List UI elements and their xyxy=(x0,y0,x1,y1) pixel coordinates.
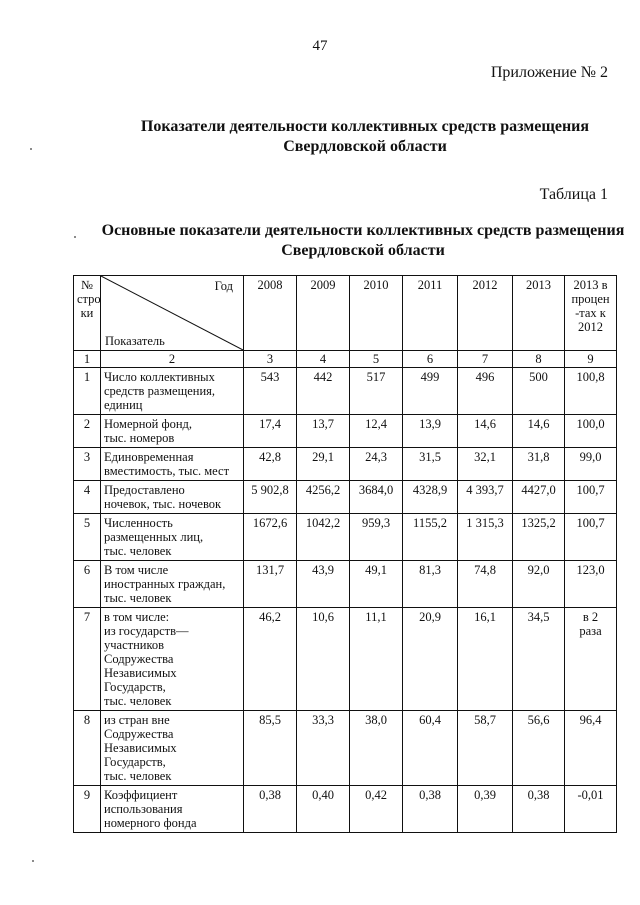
indicator-name xyxy=(101,415,244,448)
indicator-name-line: в том числе: xyxy=(104,610,170,624)
column-index: 6 xyxy=(403,351,458,368)
diagonal-header-cell xyxy=(101,276,244,351)
indicator-name-line: вместимость, тыс. мест xyxy=(104,464,230,478)
row-number-header-line: № xyxy=(81,278,93,292)
value-cell-2012: 16,1 xyxy=(458,608,513,711)
indicator-name-line: единиц xyxy=(104,398,143,412)
title-line-1: Показатели деятельности коллективных средств размещения xyxy=(140,118,590,135)
indicator-name xyxy=(101,711,244,786)
table-row xyxy=(74,711,617,786)
percent-line: раза xyxy=(579,624,602,638)
year-header-2008: 2008 xyxy=(244,276,297,351)
indicator-name xyxy=(101,514,244,561)
percent-line: 96,4 xyxy=(579,713,602,727)
scan-speck xyxy=(32,860,34,862)
percent-header-line: -тах к xyxy=(575,306,606,320)
percent-cell xyxy=(565,711,617,786)
indicator-name xyxy=(101,448,244,481)
value-cell-2009: 1042,2 xyxy=(297,514,350,561)
value-cell-2013: 56,6 xyxy=(513,711,565,786)
indicator-name-line: тыс. человек xyxy=(104,694,172,708)
percent-header-line: процен xyxy=(571,292,610,306)
indicator-name-line: тыс. человек xyxy=(104,591,172,605)
value-cell-2013: 0,38 xyxy=(513,786,565,833)
indicator-name-line: иностранных граждан, xyxy=(104,577,226,591)
indicator-name-line: Независимых xyxy=(104,666,177,680)
value-cell-2011: 0,38 xyxy=(403,786,458,833)
value-cell-2012: 58,7 xyxy=(458,711,513,786)
value-cell-2013: 1325,2 xyxy=(513,514,565,561)
column-index: 3 xyxy=(244,351,297,368)
value-cell-2012: 1 315,3 xyxy=(458,514,513,561)
value-cell-2008: 131,7 xyxy=(244,561,297,608)
year-header-2013: 2013 xyxy=(513,276,565,351)
column-index: 9 xyxy=(565,351,617,368)
column-index: 5 xyxy=(350,351,403,368)
indicator-name-line: Предоставлено xyxy=(104,483,185,497)
value-cell-2008: 1672,6 xyxy=(244,514,297,561)
year-header-2012: 2012 xyxy=(458,276,513,351)
value-cell-2009: 13,7 xyxy=(297,415,350,448)
indicator-name-line: Коэффициент xyxy=(104,788,178,802)
table-title xyxy=(0,221,640,261)
indicator-name-line: Независимых xyxy=(104,741,177,755)
percent-cell xyxy=(565,786,617,833)
indicator-name-line: средств размещения, xyxy=(104,384,216,398)
value-cell-2013: 34,5 xyxy=(513,608,565,711)
table-row xyxy=(74,368,617,415)
row-number-header xyxy=(74,276,101,351)
column-index: 1 xyxy=(74,351,101,368)
value-cell-2010: 517 xyxy=(350,368,403,415)
row-number-header-line: ки xyxy=(80,306,94,320)
percent-line: 100,8 xyxy=(576,370,605,384)
value-cell-2013: 14,6 xyxy=(513,415,565,448)
document-title xyxy=(0,117,640,157)
value-cell-2009: 33,3 xyxy=(297,711,350,786)
value-cell-2009: 4256,2 xyxy=(297,481,350,514)
indicator-name-line: размещенных лиц, xyxy=(104,530,204,544)
row-number: 4 xyxy=(74,481,101,514)
percent-header xyxy=(565,276,617,351)
value-cell-2011: 81,3 xyxy=(403,561,458,608)
value-cell-2012: 4 393,7 xyxy=(458,481,513,514)
percent-cell xyxy=(565,481,617,514)
column-index: 4 xyxy=(297,351,350,368)
indicator-name-line: использования xyxy=(104,802,183,816)
percent-line: 100,7 xyxy=(576,483,605,497)
value-cell-2011: 31,5 xyxy=(403,448,458,481)
value-cell-2012: 14,6 xyxy=(458,415,513,448)
percent-cell xyxy=(565,415,617,448)
indicator-name-line: Содружества xyxy=(104,652,174,666)
value-cell-2013: 31,8 xyxy=(513,448,565,481)
value-cell-2012: 496 xyxy=(458,368,513,415)
appendix-label: Приложение № 2 xyxy=(490,64,608,81)
indicator-name xyxy=(101,368,244,415)
value-cell-2011: 499 xyxy=(403,368,458,415)
value-cell-2008: 46,2 xyxy=(244,608,297,711)
value-cell-2012: 32,1 xyxy=(458,448,513,481)
indicator-name-line: Государств, xyxy=(104,755,166,769)
table-row xyxy=(74,448,617,481)
indicator-name-line: Номерной фонд, xyxy=(104,417,193,431)
percent-cell xyxy=(565,368,617,415)
indicator-name-line: ночевок, тыс. ночевок xyxy=(104,497,222,511)
value-cell-2009: 29,1 xyxy=(297,448,350,481)
table-header-row xyxy=(74,276,617,351)
table-row xyxy=(74,786,617,833)
value-cell-2010: 3684,0 xyxy=(350,481,403,514)
indicator-name-line: участников xyxy=(104,638,165,652)
year-header-2011: 2011 xyxy=(403,276,458,351)
value-cell-2010: 11,1 xyxy=(350,608,403,711)
column-index: 8 xyxy=(513,351,565,368)
value-cell-2010: 38,0 xyxy=(350,711,403,786)
subtitle-line-1: Основные показатели деятельности коллективных средств размещения xyxy=(101,222,625,239)
indicator-name-line: Единовременная xyxy=(104,450,194,464)
value-cell-2009: 0,40 xyxy=(297,786,350,833)
table-row xyxy=(74,514,617,561)
indicator-name-line: из стран вне xyxy=(104,713,170,727)
table-row xyxy=(74,415,617,448)
value-cell-2013: 92,0 xyxy=(513,561,565,608)
indicator-name-line: Содружества xyxy=(104,727,174,741)
row-number: 5 xyxy=(74,514,101,561)
year-header-2009: 2009 xyxy=(297,276,350,351)
indicator-name-line: Численность xyxy=(104,516,173,530)
value-cell-2008: 42,8 xyxy=(244,448,297,481)
value-cell-2012: 74,8 xyxy=(458,561,513,608)
row-number: 9 xyxy=(74,786,101,833)
value-cell-2008: 543 xyxy=(244,368,297,415)
indicator-name xyxy=(101,786,244,833)
indicator-name-line: тыс. человек xyxy=(104,769,172,783)
percent-line: 100,7 xyxy=(576,516,605,530)
value-cell-2008: 5 902,8 xyxy=(244,481,297,514)
column-index: 2 xyxy=(101,351,244,368)
indicator-header-label: Показатель xyxy=(105,334,165,348)
table-body xyxy=(74,368,617,833)
page-number: 47 xyxy=(312,38,328,54)
year-header-label: Год xyxy=(214,279,233,293)
value-cell-2008: 0,38 xyxy=(244,786,297,833)
subtitle-line-2: Свердловской области xyxy=(281,242,445,259)
value-cell-2009: 442 xyxy=(297,368,350,415)
percent-line: 123,0 xyxy=(576,563,605,577)
table-label: Таблица 1 xyxy=(539,186,608,203)
value-cell-2013: 4427,0 xyxy=(513,481,565,514)
indicator-name-line: Число коллективных xyxy=(104,370,215,384)
indicators-table xyxy=(73,275,617,833)
row-number: 1 xyxy=(74,368,101,415)
value-cell-2011: 4328,9 xyxy=(403,481,458,514)
row-number: 2 xyxy=(74,415,101,448)
percent-line: в 2 xyxy=(582,610,599,624)
percent-cell xyxy=(565,561,617,608)
indicator-name-line: тыс. человек xyxy=(104,544,172,558)
indicator-name-line: тыс. номеров xyxy=(104,431,175,445)
value-cell-2010: 49,1 xyxy=(350,561,403,608)
value-cell-2012: 0,39 xyxy=(458,786,513,833)
indicator-name xyxy=(101,481,244,514)
year-header-2010: 2010 xyxy=(350,276,403,351)
percent-cell xyxy=(565,448,617,481)
value-cell-2011: 13,9 xyxy=(403,415,458,448)
percent-line: 99,0 xyxy=(579,450,602,464)
scan-speck xyxy=(30,148,32,150)
row-number: 3 xyxy=(74,448,101,481)
indicator-name-line: Государств, xyxy=(104,680,166,694)
value-cell-2011: 60,4 xyxy=(403,711,458,786)
percent-cell xyxy=(565,514,617,561)
percent-header-line: 2012 xyxy=(578,320,603,334)
indicator-name xyxy=(101,561,244,608)
value-cell-2010: 24,3 xyxy=(350,448,403,481)
title-line-2: Свердловской области xyxy=(283,138,447,155)
percent-line: 100,0 xyxy=(576,417,605,431)
table-row xyxy=(74,481,617,514)
row-number: 6 xyxy=(74,561,101,608)
column-index: 7 xyxy=(458,351,513,368)
value-cell-2010: 959,3 xyxy=(350,514,403,561)
indicator-name-line: номерного фонда xyxy=(104,816,197,830)
table-row xyxy=(74,608,617,711)
row-number: 8 xyxy=(74,711,101,786)
value-cell-2010: 12,4 xyxy=(350,415,403,448)
value-cell-2009: 10,6 xyxy=(297,608,350,711)
table-row xyxy=(74,561,617,608)
row-number: 7 xyxy=(74,608,101,711)
indicator-name-line: В том числе xyxy=(104,563,169,577)
value-cell-2013: 500 xyxy=(513,368,565,415)
value-cell-2011: 20,9 xyxy=(403,608,458,711)
value-cell-2011: 1155,2 xyxy=(403,514,458,561)
percent-cell xyxy=(565,608,617,711)
scan-speck xyxy=(74,236,76,238)
indicator-name xyxy=(101,608,244,711)
row-number-header-line: стро xyxy=(77,292,101,306)
column-index-row xyxy=(74,351,617,368)
value-cell-2008: 17,4 xyxy=(244,415,297,448)
value-cell-2009: 43,9 xyxy=(297,561,350,608)
percent-line: -0,01 xyxy=(577,788,604,802)
value-cell-2008: 85,5 xyxy=(244,711,297,786)
percent-header-line: 2013 в xyxy=(573,278,608,292)
value-cell-2010: 0,42 xyxy=(350,786,403,833)
indicator-name-line: из государств— xyxy=(104,624,189,638)
